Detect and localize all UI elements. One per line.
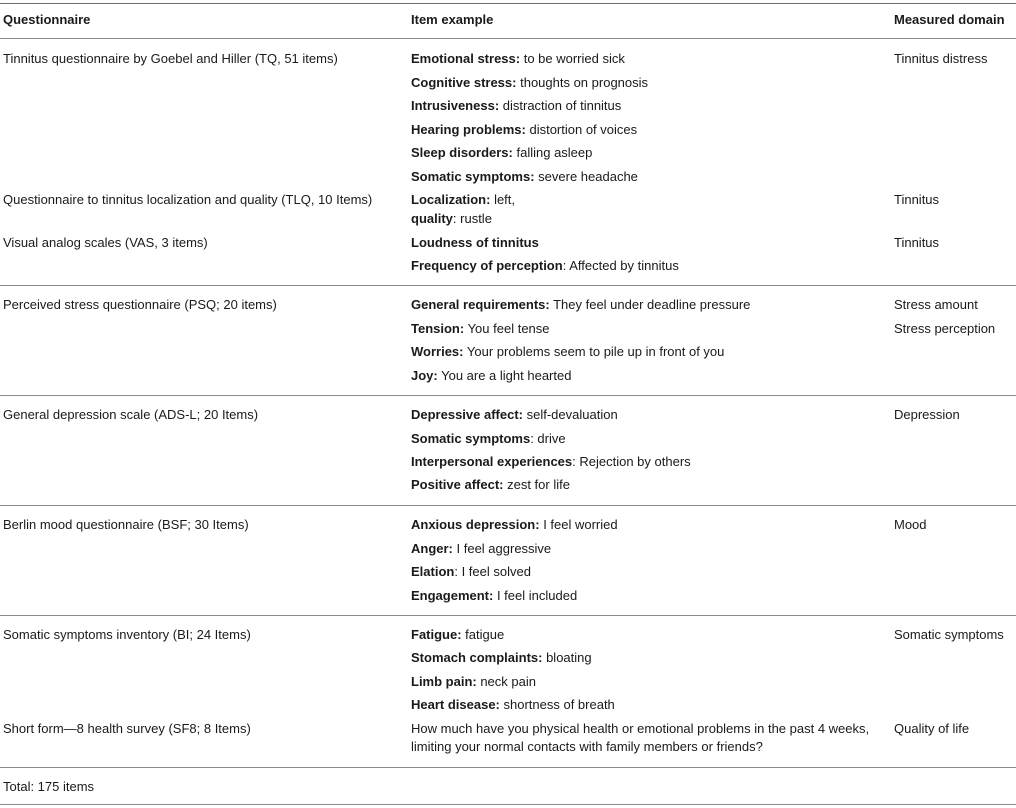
item-label: Stomach complaints: (411, 650, 543, 665)
row-questionnaire: Visual analog scales (VAS, 3 items) (3, 235, 208, 250)
item-example (411, 321, 550, 337)
row-questionnaire: Berlin mood questionnaire (BSF; 30 Items) (3, 517, 249, 532)
item-label: Intrusiveness: (411, 98, 500, 113)
item-label: General requirements: (411, 297, 550, 312)
item-label: Worries: (411, 344, 464, 359)
header-questionnaire: Questionnaire (3, 12, 91, 27)
item-label: Fatigue: (411, 627, 462, 642)
item-text: distraction of tinnitus (499, 98, 622, 113)
item-example (411, 588, 577, 604)
row-domain: Depression (894, 407, 960, 422)
item-example (411, 517, 618, 533)
item-label: Tension: (411, 321, 465, 336)
item-text: fatigue (461, 627, 505, 642)
item-label: Somatic symptoms: (411, 169, 535, 184)
item-text: I feel included (493, 588, 578, 603)
item-text: : Rejection by others (572, 454, 691, 469)
item-label: Anger: (411, 541, 453, 556)
item-example (411, 98, 621, 114)
item-text: I feel aggressive (452, 541, 552, 556)
row-domain: Quality of life (894, 721, 970, 736)
row-divider (0, 395, 1016, 396)
row-domain: Mood (894, 517, 927, 532)
item-example (411, 145, 592, 161)
item-text: zest for life (503, 477, 570, 492)
row-domain: Tinnitus (894, 235, 940, 250)
item-label: quality (411, 211, 453, 226)
item-text: Your problems seem to pile up in front of you (463, 344, 725, 359)
item-text: neck pain (476, 674, 536, 689)
item-text: They feel under deadline pressure (549, 297, 751, 312)
item-example (411, 477, 570, 493)
item-label: Cognitive stress: (411, 75, 517, 90)
row-questionnaire: Short form—8 health survey (SF8; 8 Items) (3, 721, 251, 736)
header-measured-domain: Measured domain (894, 12, 1005, 27)
item-text: severe headache (534, 169, 638, 184)
row-divider (0, 285, 1016, 286)
item-example (411, 650, 592, 666)
item-label: Interpersonal experiences (411, 454, 573, 469)
item-text: I feel worried (539, 517, 618, 532)
row-divider (0, 767, 1016, 768)
item-label: Elation (411, 564, 455, 579)
item-text: distortion of voices (525, 122, 638, 137)
item-text: thoughts on prognosis (516, 75, 649, 90)
item-example (411, 192, 515, 208)
header-item-example: Item example (411, 12, 494, 27)
header-rule (0, 38, 1016, 39)
row-domain-secondary: Stress perception (894, 321, 996, 336)
item-label: Loudness of tinnitus (411, 235, 539, 250)
item-example (411, 674, 536, 690)
item-example (411, 122, 637, 138)
item-example (411, 627, 504, 643)
row-domain: Stress amount (894, 297, 978, 312)
item-example (411, 169, 638, 185)
item-text: : drive (530, 431, 566, 446)
row-domain: Tinnitus distress (894, 51, 988, 66)
item-label: Engagement: (411, 588, 494, 603)
row-questionnaire: Perceived stress questionnaire (PSQ; 20 items) (3, 297, 277, 312)
item-label: Sleep disorders: (411, 145, 513, 160)
item-text: You are a light hearted (437, 368, 572, 383)
item-example (411, 51, 625, 67)
item-text: : I feel solved (454, 564, 531, 579)
item-example (411, 697, 615, 713)
item-example (411, 211, 492, 227)
item-example (411, 235, 539, 251)
item-text: shortness of breath (499, 697, 615, 712)
item-label: Hearing problems: (411, 122, 526, 137)
item-label: Emotional stress: (411, 51, 521, 66)
item-text: falling asleep (512, 145, 593, 160)
item-label: Heart disease: (411, 697, 500, 712)
item-example: How much have you physical health or emotional problems in the past 4 weeks, limiting your normal contacts with family members or friends? (411, 721, 870, 754)
row-domain: Somatic symptoms (894, 627, 1004, 642)
item-example (411, 541, 551, 557)
item-example (411, 368, 571, 384)
row-questionnaire: Questionnaire to tinnitus localization and quality (TLQ, 10 Items) (3, 192, 373, 207)
item-example (411, 431, 566, 447)
row-questionnaire: Tinnitus questionnaire by Goebel and Hiller (TQ, 51 items) (3, 51, 338, 66)
item-label: Depressive affect: (411, 407, 523, 422)
table-bottom-rule (0, 804, 1016, 805)
item-text: to be worried sick (520, 51, 625, 66)
row-domain: Tinnitus (894, 192, 940, 207)
table-top-rule (0, 3, 1016, 4)
item-text: self-devaluation (523, 407, 618, 422)
row-questionnaire: Somatic symptoms inventory (BI; 24 Items) (3, 627, 251, 642)
item-example (411, 297, 750, 313)
item-example (411, 454, 691, 470)
item-example (411, 258, 679, 274)
item-text: : Affected by tinnitus (562, 258, 679, 273)
item-text: bloating (542, 650, 592, 665)
item-text: : rustle (452, 211, 492, 226)
item-label: Localization: (411, 192, 491, 207)
item-example (411, 344, 724, 360)
row-divider (0, 505, 1016, 506)
item-label: Anxious depression: (411, 517, 540, 532)
item-label: Somatic symptoms (411, 431, 531, 446)
table-footer-total: Total: 175 items (3, 779, 95, 794)
item-label: Frequency of perception (411, 258, 563, 273)
item-text: left, (490, 192, 516, 207)
item-label: Limb pain: (411, 674, 477, 689)
item-label: Joy: (411, 368, 438, 383)
item-label: Positive affect: (411, 477, 504, 492)
row-questionnaire: General depression scale (ADS-L; 20 Items) (3, 407, 259, 422)
item-example (411, 564, 531, 580)
item-example (411, 75, 648, 91)
item-example (411, 407, 618, 423)
item-text: You feel tense (464, 321, 550, 336)
row-divider (0, 615, 1016, 616)
